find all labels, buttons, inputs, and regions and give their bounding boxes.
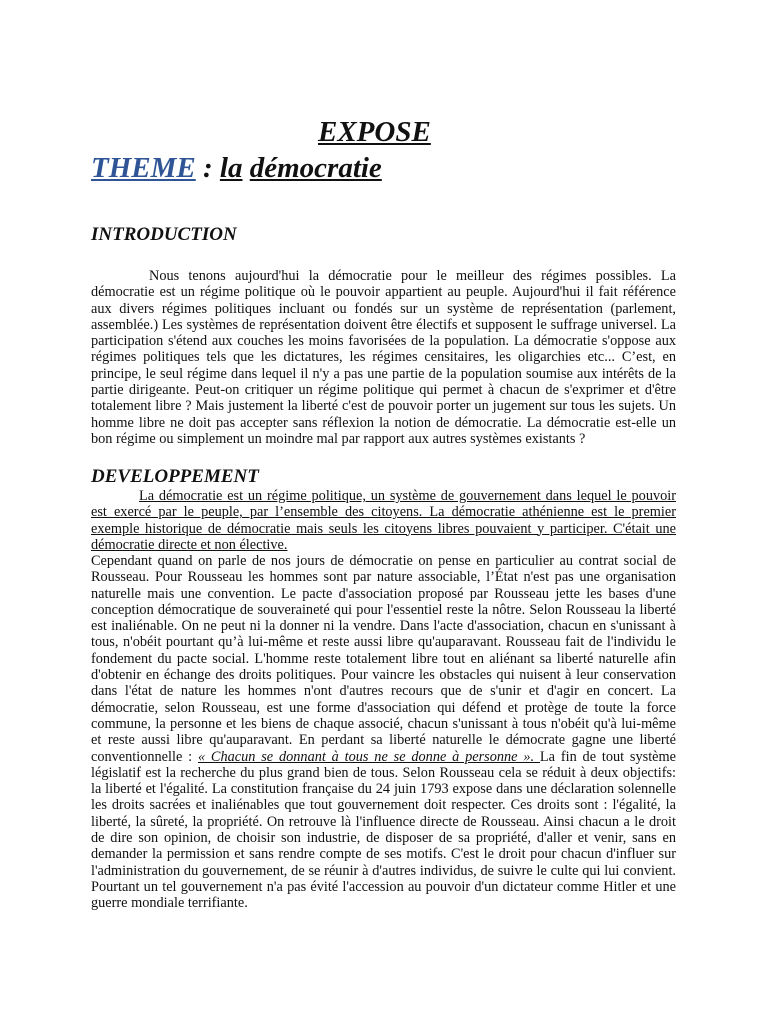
rousseau-quote: « Chacun se donnant à tous ne se donne à personne ». — [197, 748, 540, 765]
theme-subject: démocratie — [249, 152, 382, 184]
developpement-paragraph-2 — [91, 553, 676, 912]
theme-article: la — [219, 152, 243, 184]
developpement-paragraph-1: La démocratie est un régime politique, un système de gouvernement dans lequel le pouvoir est exercé par le peuple, par l’ensemble des citoyens. La démocratie athénienne est le premier exemple historique de démocratie mais seuls les citoyens libres pouvaient y participer. C'était une démocratie directe et non élective. — [91, 488, 676, 553]
developpement-heading: DEVELOPPEMENT — [91, 466, 259, 487]
title-text: EXPOSE — [318, 116, 431, 148]
paragraph-2-text-after-quote: La fin de tout système législatif est la recherche du plus grand bien de tous. Selon Rousseau cela se réduit à deux objectifs: la liberté et l'égalité. La constitution française du 24 juin 1793 expose dans une déclaration solennelle les droits sacrées et inaliénables que tout gouvernement doit respecter. Ces droits sont : l'égalité, la liberté, la sûreté, la propriété. On retrouve là l'influence directe de Rousseau. Ainsi chacun a le droit de dire son opinion, de choisir son industrie, de disposer de sa propriété, d'aller et venir, sans en demander la permission et sans rendre compte de ses motifs. C'est le droit pour chacun d'influer sur l'administration du gouvernement, de se réunir à d'autres individus, de suivre le culte qui lui convient. Pourtant un tel gouvernement n'a pas évité l'accession au pouvoir d'un dictateur comme Hitler et une guerre mondiale terrifiante. — [91, 748, 676, 912]
theme-line — [91, 152, 382, 185]
introduction-paragraph: Nous tenons aujourd'hui la démocratie pour le meilleur des régimes possibles. La démocratie est un régime politique où le pouvoir appartient au peuple. Aujourd'hui il fait référence aux divers régimes politiques incluant ou fondés sur un système de représentation (parlement, assemblée.) Les systèmes de représentation doivent être électifs et supposent le suffrage universel. La participation s'étend aux couches les moins favorisées de la population. La démocratie s'oppose aux régimes politiques tels que les dictatures, les régimes censitaires, les oligarchies etc... C’est, en principe, le seul régime dans lequel il n'y a pas une partie de la population soumise aux intérêts de la partie dirigeante. Peut-on critiquer un régime politique qui permet à chacun de s'exprimer et d'être totalement libre ? Mais justement la liberté c'est de pouvoir porter un jugement sur tous les sujets. Un homme libre ne doit pas accepter sans réflexion la notion de démocratie. La démocratie est-elle un bon régime ou simplement un moindre mal par rapport aux autres systèmes existants ? — [91, 268, 676, 447]
paragraph-2-text-before-quote: Cependant quand on parle de nos jours de démocratie on pense en particulier au contrat social de Rousseau. Pour Rousseau les hommes sont par nature associable, l’État n'est pas une organisation naturelle mais une convention. Le pacte d'association proposé par Rousseau jette les bases d'une conception démocratique de souveraineté qui pour l'essentiel reste la nôtre. Selon Rousseau la liberté est inaliénable. On ne peut ni la donner ni la vendre. Dans l'acte d'association, chacun en s'unissant à tous, n'obéit pourtant qu’à lui-même et reste aussi libre qu'auparavant. Rousseau fait de l'individu le fondement du pacte social. L'homme reste totalement libre tout en aliénant sa liberté naturelle afin d'obtenir en échange des droits politiques. Pour vaincre les obstacles qui nuisent à leur conservation dans l'état de nature les hommes n'ont d'autres recours que de s'unir et d'agir en concert. La démocratie, selon Rousseau, est une forme d'association qui défend et protège de toute la force commune, la personne et les biens de chaque associé, chacun s'unissant à tous n'obéit qu'à lui-même et reste aussi libre qu'auparavant. En perdant sa liberté naturelle le démocrate gagne une liberté conventionnelle : — [91, 553, 676, 765]
introduction-heading: INTRODUCTION — [91, 224, 237, 245]
theme-separator: : — [195, 152, 220, 184]
theme-label: THEME — [91, 152, 196, 184]
